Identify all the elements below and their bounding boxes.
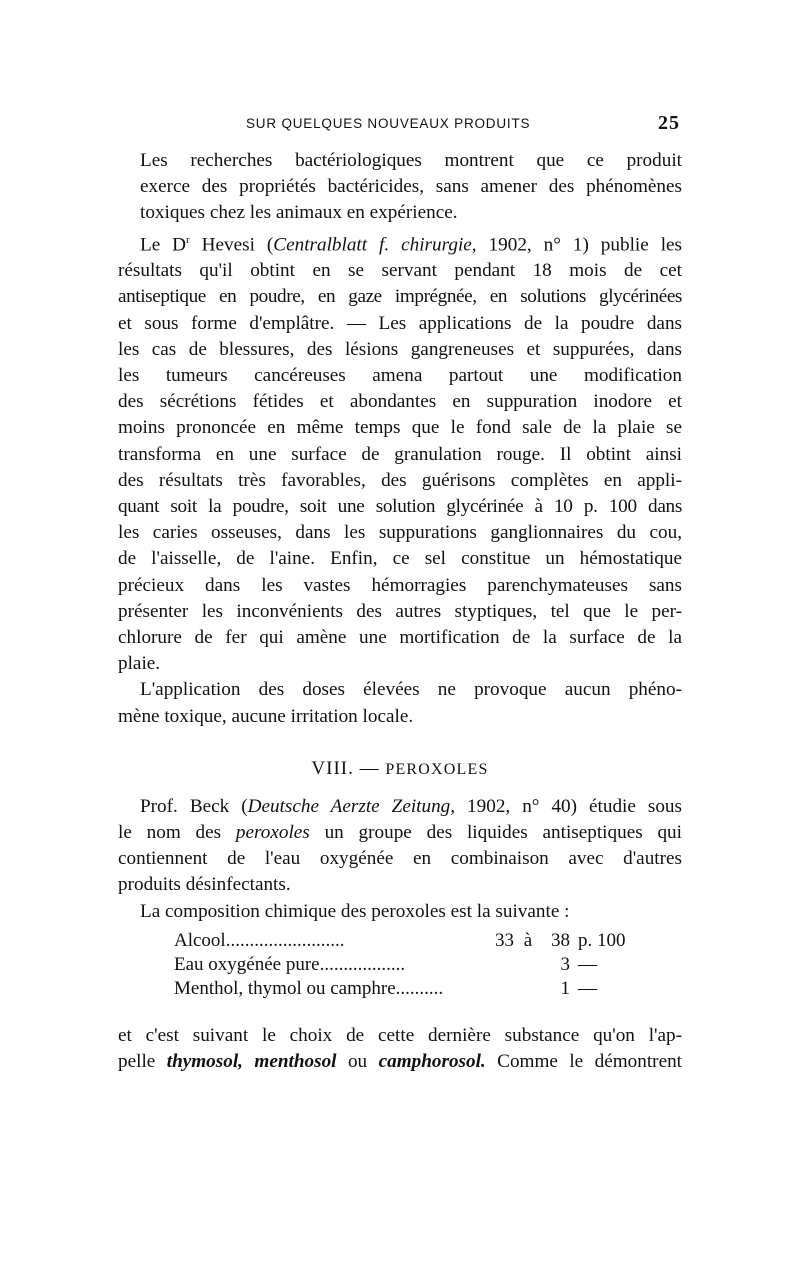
section-title: PEROXOLES (385, 760, 489, 778)
composition-row (174, 929, 626, 953)
text-line: et sous forme d'emplâtre. — Les applications de la poudre dans (118, 312, 682, 334)
text-line: quant soit la poudre, soit une solution glycérinée à 10 p. 100 dans (118, 496, 682, 518)
paragraph-5 (118, 899, 682, 925)
book-page (118, 112, 682, 1075)
text-run: un groupe des liquides antiseptiques qui (309, 822, 682, 844)
text-line: précieux dans les vastes hémorragies parenchymateuses sans (118, 574, 682, 596)
journal-title: Centralblatt f. chirurgie, (273, 234, 477, 255)
text-line: transforma en une surface de granulation rouge. Il obtint ainsi (118, 443, 682, 465)
text-run: Prof. Beck ( (140, 795, 248, 817)
text-run: Comme le démontrent (485, 1051, 683, 1073)
unit-cell: — (578, 977, 597, 999)
text-run: pelle (118, 1051, 167, 1073)
text-line: exerce des propriétés bactéricides, sans amener des phénomènes (140, 176, 682, 198)
term-italic: thymosol, (166, 1051, 243, 1073)
text-line: moins prononcée en même temps que le fond sale de la plaie se (118, 417, 682, 439)
text-line: toxiques chez les animaux en expérience. (140, 202, 458, 224)
ingredient-cell: Menthol, thymol ou camphre.......... (174, 977, 444, 999)
range-separator-cell: à (523, 929, 533, 951)
text-line: mène toxique, aucune irritation locale. (118, 705, 414, 727)
journal-title: Deutsche Aerzte Zeitung, (247, 795, 456, 817)
section-number: VIII. — (311, 757, 386, 779)
running-title: SUR QUELQUES NOUVEAUX PRODUITS (246, 116, 531, 131)
text-line: La composition chimique des peroxoles est la suivante : (140, 900, 570, 922)
term-italic: menthosol (254, 1051, 337, 1073)
quantity-min-cell (484, 953, 514, 977)
text-line: Les recherches bactériologiques montrent que ce produit (140, 150, 682, 171)
running-head (118, 112, 682, 140)
unit-cell: — (578, 953, 597, 975)
text-line: contiennent de l'eau oxygénée en combinaison avec d'autres (118, 848, 682, 870)
text-line: les tumeurs cancéreuses amena partout une modification (118, 365, 682, 387)
unit-cell: p. 100 (578, 929, 626, 951)
paragraph-4 (118, 794, 682, 899)
text-run: Le D (140, 234, 187, 255)
quantity-cell: 38 (551, 929, 570, 951)
text-line (118, 1049, 682, 1075)
text-line: les cas de blessures, des lésions gangreneuses et suppurées, dans (118, 338, 682, 360)
text-line: antiseptique en poudre, en gaze imprégnée, en solutions glycérinées (118, 286, 682, 308)
text-line (118, 820, 682, 846)
quantity-cell: 1 (560, 977, 570, 999)
text-line: les caries osseuses, dans les suppurations ganglionnaires du cou, (118, 522, 682, 544)
text-run: 1902, n° 40) étudie sous (455, 795, 682, 817)
text-line (118, 227, 682, 259)
paragraph-6 (118, 1023, 682, 1075)
text-line: et c'est suivant le choix de cette dernière substance qu'on l'ap- (118, 1024, 682, 1046)
text-line: produits désinfectants. (118, 874, 291, 896)
paragraph-1 (118, 148, 682, 227)
text-line: présenter les inconvénients des autres styptiques, tel que le per- (118, 600, 682, 622)
term-italic: peroxoles (235, 822, 310, 844)
text-line (118, 794, 682, 820)
text-run: ou (336, 1051, 379, 1073)
text-line: de l'aisselle, de l'aine. Enfin, ce sel constitue un hémostatique (118, 548, 682, 570)
text-line: des sécrétions fétides et abondantes en suppuration inodore et (118, 391, 682, 413)
composition-row (174, 953, 626, 977)
section-heading (118, 758, 682, 780)
paragraph-2 (118, 227, 682, 678)
range-separator-cell (514, 953, 542, 977)
range-separator-cell (514, 977, 542, 1001)
text-run: le nom des (118, 822, 236, 844)
term-italic: camphorosol. (378, 1051, 486, 1073)
quantity-cell: 3 (560, 953, 570, 975)
quantity-min-cell (484, 977, 514, 1001)
text-line: des résultats très favorables, des guérisons complètes en appli- (118, 469, 682, 491)
text-line: L'application des doses élevées ne provoque aucun phéno- (140, 679, 682, 701)
text-run: Hevesi ( (189, 234, 274, 255)
quantity-min-cell: 33 (495, 929, 514, 951)
composition-row (174, 977, 626, 1001)
text-line: chlorure de fer qui amène une mortification de la surface de la (118, 627, 682, 649)
ingredient-cell: Alcool......................... (174, 929, 345, 951)
composition-table (174, 929, 626, 1001)
text-run (243, 1051, 254, 1072)
paragraph-3 (118, 677, 682, 729)
text-run: 1902, n° 1) publie les (476, 234, 683, 255)
text-line: résultats qu'il obtint en se servant pendant 18 mois de cet (118, 260, 682, 282)
page-number: 25 (658, 112, 680, 134)
ingredient-cell: Eau oxygénée pure.................. (174, 953, 406, 975)
superscript: r (186, 233, 190, 246)
text-line: plaie. (118, 653, 161, 675)
